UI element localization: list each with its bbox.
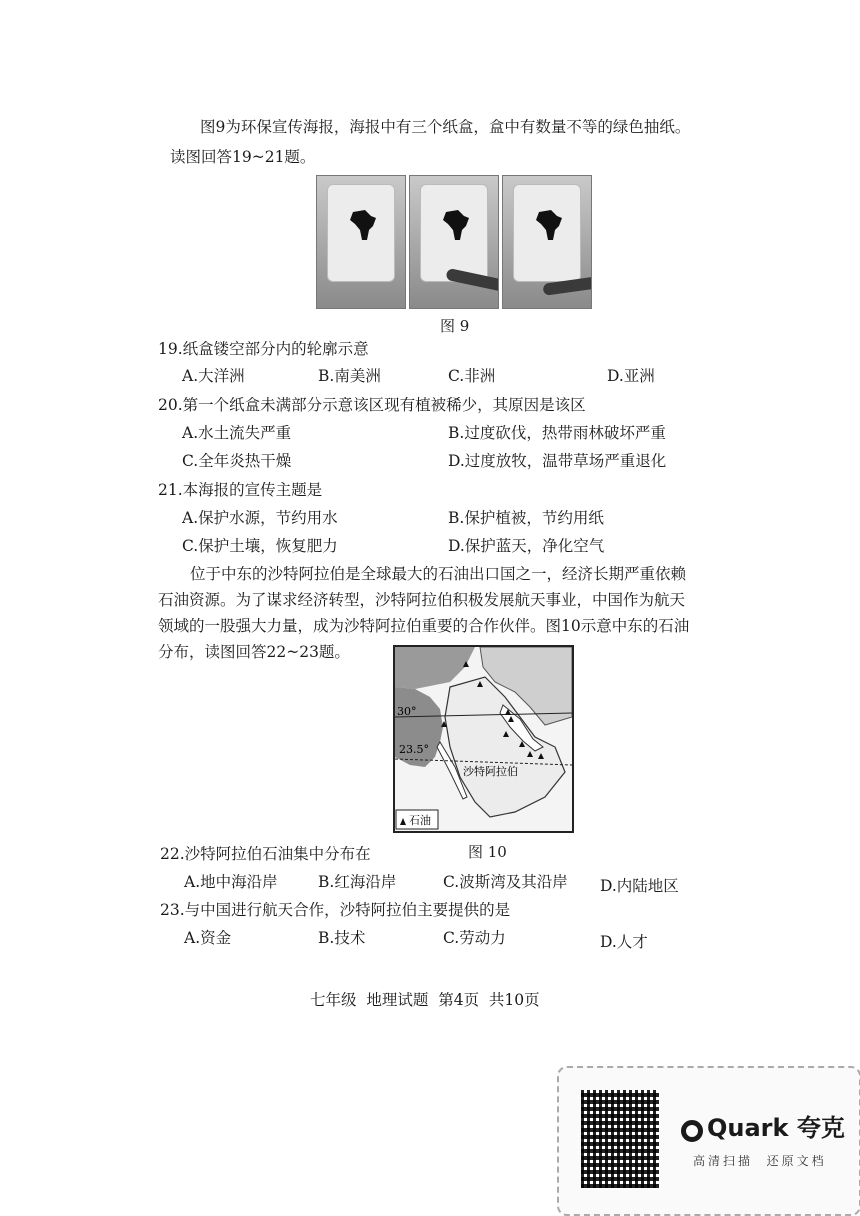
q22-option-a: A.地中海沿岸 — [184, 873, 278, 891]
q23-option-a: A.资金 — [184, 929, 232, 947]
tissue-box-2 — [409, 175, 499, 309]
q21-option-a: A.保护水源，节约用水 — [182, 509, 338, 527]
q23-option-b: B.技术 — [318, 929, 366, 947]
tissue-box-1 — [316, 175, 406, 309]
q20-option-b: B.过度砍伐，热带雨林破坏严重 — [448, 424, 666, 442]
africa-silhouette-icon — [442, 208, 470, 242]
middle-east-oil-map — [395, 647, 572, 831]
q21-option-b: B.保护植被，节约用纸 — [448, 509, 604, 527]
africa-silhouette-icon — [349, 208, 377, 242]
q22-stem: 22.沙特阿拉伯石油集中分布在 — [160, 845, 371, 863]
q23-option-c: C.劳动力 — [443, 929, 506, 947]
quark-logo — [681, 1108, 845, 1143]
q19-option-a: A.大洋洲 — [182, 367, 245, 385]
legend-label: 石油 — [409, 814, 431, 827]
q19-stem: 19.纸盒镂空部分内的轮廓示意 — [158, 340, 369, 358]
intro2-line2: 石油资源。为了谋求经济转型，沙特阿拉伯积极发展航天事业，中国作为航天 — [158, 591, 686, 609]
figure-10-caption: 图 10 — [468, 843, 507, 861]
q19-option-d: D.亚洲 — [607, 367, 655, 385]
intro1-line1: 图9为环保宣传海报，海报中有三个纸盒，盒中有数量不等的绿色抽纸。 — [200, 118, 691, 136]
intro1-line2: 读图回答19~21题。 — [170, 148, 316, 166]
quark-logo-icon — [681, 1120, 703, 1142]
q22-option-b: B.红海沿岸 — [318, 873, 397, 891]
intro2-line3: 领域的一股强大力量，成为沙特阿拉伯重要的合作伙伴。图10示意中东的石油 — [158, 617, 690, 635]
figure-10-middle-east-map — [393, 645, 574, 833]
figure-9-poster — [316, 175, 592, 309]
figure-9-caption: 图 9 — [440, 317, 470, 335]
tissue-box-3 — [502, 175, 592, 309]
q23-option-d: D.人才 — [600, 933, 648, 951]
q20-stem: 20.第一个纸盒未满部分示意该区现有植被稀少，其原因是该区 — [158, 396, 586, 414]
intro2-line4: 分布，读图回答22~23题。 — [158, 643, 350, 661]
q21-option-c: C.保护土壤，恢复肥力 — [182, 537, 338, 555]
q20-option-a: A.水土流失严重 — [182, 424, 292, 442]
africa-silhouette-icon — [535, 208, 563, 242]
q21-option-d: D.保护蓝天，净化空气 — [448, 537, 605, 555]
q22-option-d: D.内陆地区 — [600, 877, 679, 895]
latitude-23-5-label: 23.5° — [399, 743, 429, 756]
q22-option-c: C.波斯湾及其沿岸 — [443, 873, 568, 891]
q19-option-b: B.南美洲 — [318, 367, 381, 385]
latitude-30-label: 30° — [397, 705, 417, 718]
intro2-line1: 位于中东的沙特阿拉伯是全球最大的石油出口国之一，经济长期严重依赖 — [190, 565, 687, 583]
quark-brand-text: Quark 夸克 — [707, 1114, 845, 1142]
qr-code-icon — [581, 1090, 659, 1188]
quark-scan-watermark — [557, 1066, 860, 1216]
q21-stem: 21.本海报的宣传主题是 — [158, 481, 323, 499]
q20-option-c: C.全年炎热干燥 — [182, 452, 292, 470]
q19-option-c: C.非洲 — [448, 367, 496, 385]
saudi-arabia-label: 沙特阿拉伯 — [463, 765, 518, 778]
q23-stem: 23.与中国进行航天合作，沙特阿拉伯主要提供的是 — [160, 901, 511, 919]
quark-slogan: 高清扫描 还原文档 — [693, 1154, 827, 1168]
page-footer: 七年级 地理试题 第4页 共10页 — [310, 991, 540, 1009]
q20-option-d: D.过度放牧，温带草场严重退化 — [448, 452, 667, 470]
